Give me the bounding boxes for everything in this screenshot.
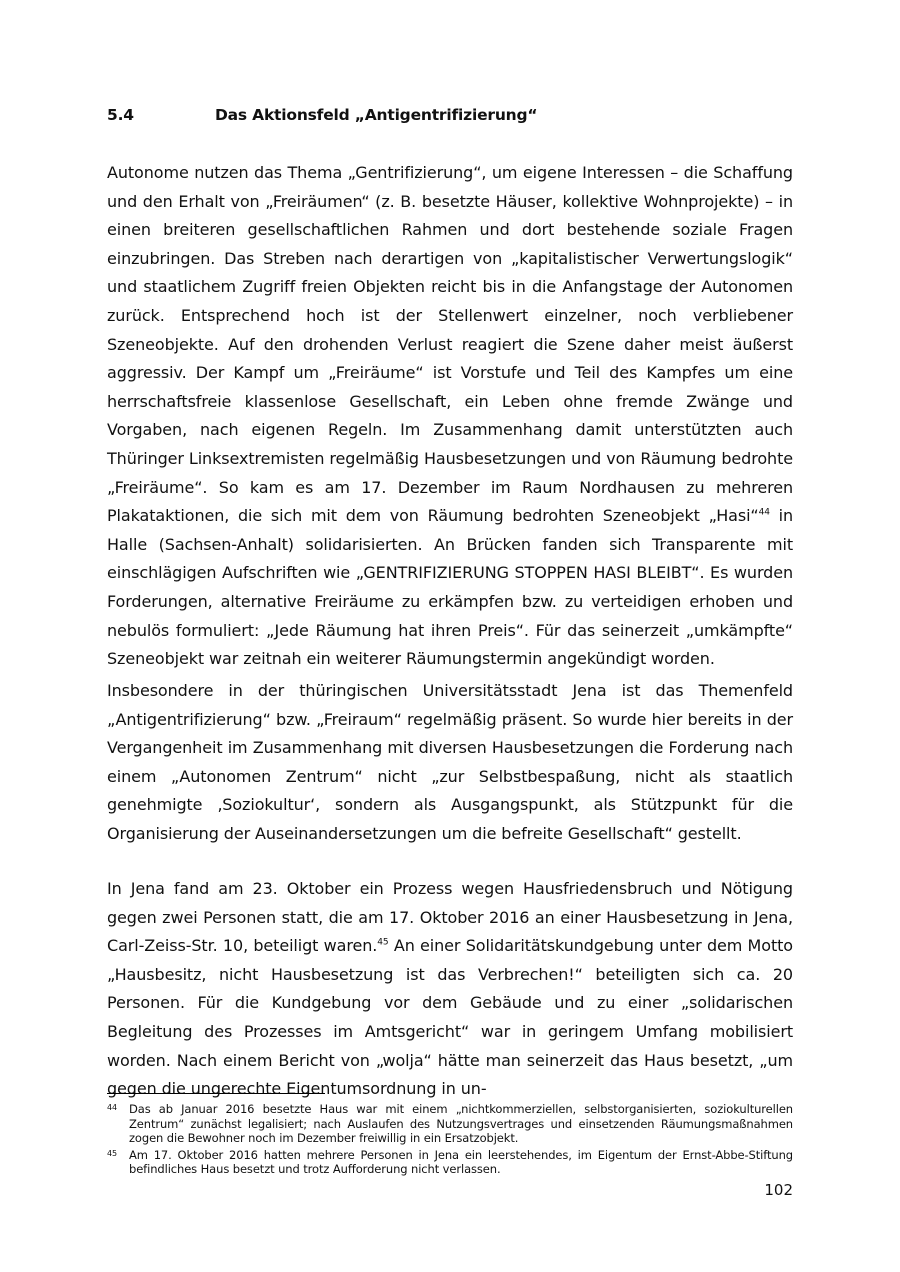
page-number: 102 [764, 1181, 793, 1199]
footnote-mark: 44 [107, 1103, 117, 1112]
paragraph-3-text-b: An einer Solidaritätskundgebung unter dem Motto „Hausbesitz, nicht Hausbesetzung ist das Verbrechen!“ beteiligten sich ca. 20 Personen. Für die Kundgebung vor dem Gebäude und zu einer „solidarischen Begleitung des Prozesses im Amtsgericht“ war in geringem Umfang mobilisiert worden. Nach einem Bericht von „wolja“ hätte man seinerzeit das Haus besetzt, „um gegen die ungerechte Eigentumsordnung in un- [107, 936, 793, 1099]
paragraph-3-text-a: In Jena fand am 23. Oktober ein Prozess wegen Hausfriedensbruch und Nötigung gegen zwei Personen statt, die am 17. Oktober 2016 an einer Hausbesetzung in Jena, Carl-Zeiss-Str. 10, beteiligt waren. [107, 879, 793, 956]
paragraph-1 [107, 159, 793, 674]
section-heading [107, 106, 537, 124]
footnote-mark: 45 [107, 1148, 117, 1158]
footnote-divider [107, 1093, 325, 1094]
footnote-text: Das ab Januar 2016 besetzte Haus war mit einem „nichtkommerziellen, selbstorganisierten, soziokulturellen Zentrum“ zunächst legalisiert; nach Auslaufen des Nutzungsvertrages und einsetzenden Räumungsmaßnahmen zogen die Bewohner noch im Dezember freiwillig in ein Ersatzobjekt. [129, 1102, 793, 1145]
footnote-text: Am 17. Oktober 2016 hatten mehrere Personen in Jena ein leerstehendes, im Eigentum der Ernst-Abbe-Stiftung befindliches Haus besetzt und trotz Aufforderung nicht verlassen. [129, 1147, 793, 1176]
footnotes [107, 1102, 793, 1179]
section-title: Das Aktionsfeld „Antigentrifizierung“ [215, 106, 538, 124]
paragraph-1-text-b: in Halle (Sachsen-Anhalt) solidarisierten. An Brücken fanden sich Transparente mit einschlägigen Aufschriften wie „GENTRIFIZIERUNG STOPPEN HASI BLEIBT“. Es wurden Forderungen, alternative Freiräume zu erkämpfen bzw. zu verteidigen erhoben und nebulös formuliert: „Jede Räumung hat ihren Preis“. Für das seinerzeit „umkämpfte“ Szeneobjekt war zeitnah ein weiterer Räumungstermin angekündigt worden. [107, 506, 794, 669]
footnote-44 [107, 1102, 793, 1146]
footnote-ref-44[interactable]: 44 [758, 507, 770, 518]
footnote-ref-45[interactable]: 45 [377, 937, 389, 948]
paragraph-2-text: Insbesondere in der thüringischen Universitätsstadt Jena ist das Themenfeld „Antigentrifizierung“ bzw. „Freiraum“ regelmäßig präsent. So wurde hier bereits in der Vergangenheit im Zusammenhang mit diversen Hausbesetzungen die Forderung nach einem „Autonomen Zentrum“ nicht „zur Selbstbespaßung, nicht als staatlich genehmigte ‚Soziokultur‘, sondern als Ausgangspunkt, als Stützpunkt für die Organisierung der Auseinandersetzungen um die befreite Gesellschaft“ gestellt. [107, 681, 793, 843]
paragraph-2 [107, 677, 793, 849]
footnote-45 [107, 1148, 793, 1177]
paragraph-1-text-a: Autonome nutzen das Thema „Gentrifizierung“, um eigene Interessen – die Schaffung und den Erhalt von „Freiräumen“ (z. B. besetzte Häuser, kollektive Wohnprojekte) – in einen breiteren gesellschaftlichen Rahmen und dort bestehende soziale Fragen einzubringen. Das Streben nach derartigen von „kapitalistischer Verwertungslogik“ und staatlichem Zugriff freien Objekten reicht bis in die Anfangstage der Autonomen zurück. Entsprechend hoch ist der Stellenwert einzelner, noch verbliebener Szeneobjekte. Auf den drohenden Verlust reagiert die Szene daher meist äußerst aggressiv. Der Kampf um „Freiräume“ ist Vorstufe und Teil des Kampfes um eine herrschaftsfreie klassenlose Gesellschaft, ein Leben ohne fremde Zwänge und Vorgaben, nach eigenen Regeln. Im Zusammenhang damit unterstützten auch Thüringer Linksextremisten regelmäßig Hausbesetzungen und von Räumung bedrohte „Freiräume“. So kam es am 17. Dezember im Raum Nordhausen zu mehreren Plakataktionen, die sich mit dem von Räumung bedrohten Szeneobjekt „Hasi“ [107, 163, 793, 526]
section-number: 5.4 [107, 106, 134, 124]
paragraph-3 [107, 875, 793, 1104]
